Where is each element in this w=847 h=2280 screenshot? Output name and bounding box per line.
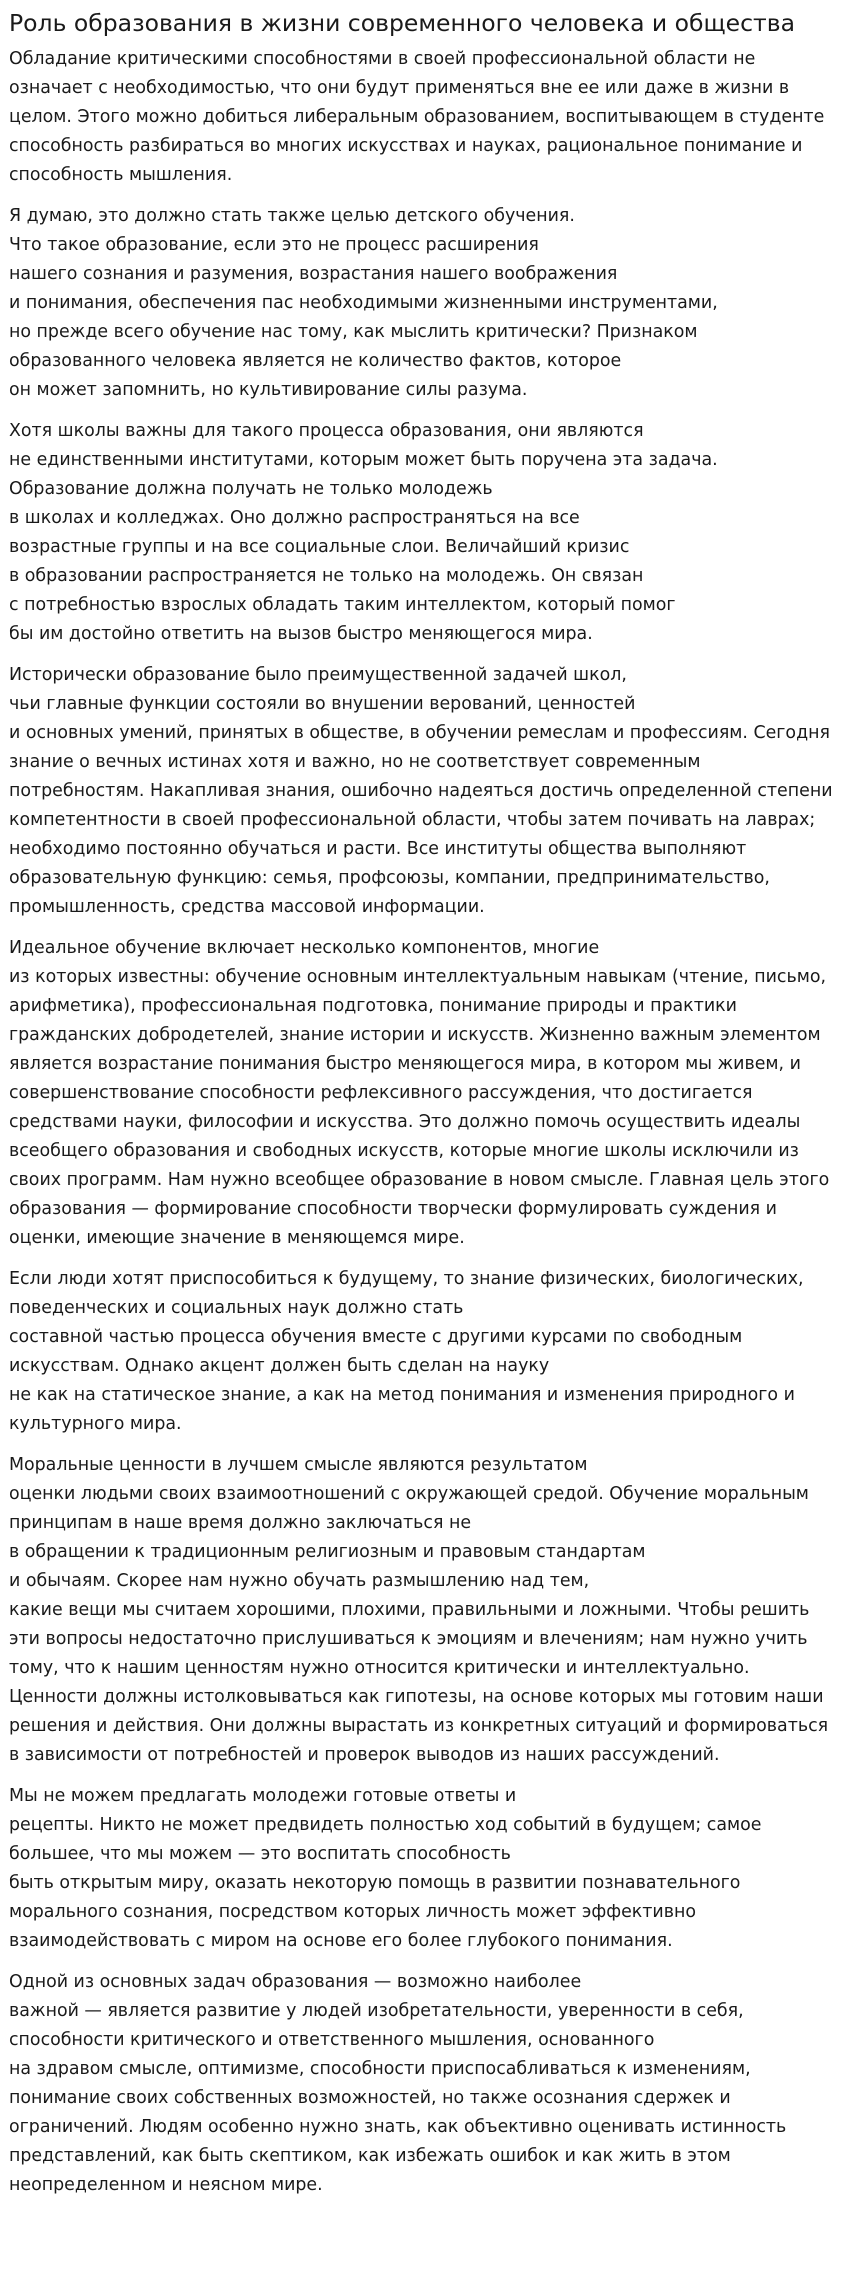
paragraph-2: Я думаю, это должно стать также целью детского обучения. Что такое образование, если это не процесс расширения нашего сознания и разумения, возрастания нашего воображения и понимания, обеспечения пас необходимыми жизненными инструментами, но прежде всего обучение нас тому, как мыслить критически? Признаком образованного человека является не количество фактов, которое он может запомнить, но культивирование силы разума. [9, 206, 718, 400]
paragraph-1: Обладание критическими способностями в своей профессиональной области не означает с необходимостью, что они будут применяться вне ее или даже в жизни в целом. Этого можно добиться либеральным образованием, воспитывающем в студенте способность разбираться во многих искусствах и науках, рациональное понимание и способность мышления. [9, 49, 825, 185]
paragraph-6: Если люди хотят приспособиться к будущему, то знание физических, биологических, поведенческих и социальных наук должно стать составной частью процесса обучения вместе с другими курсами по свободным искусствам. Однако акцент должен быть сделан на науку не как на статическое знание, а как на метод понимания и изменения природного и культурного мира. [9, 1269, 804, 1434]
paragraph-5: Идеальное обучение включает несколько компонентов, многие из которых известны: обучение основным интеллектуальным навыкам (чтение, письмо, арифметика), профессиональная подготовка, понимание природы и практики гражданских добродетелей, знание истории и искусств. Жизненно важным элементом является возрастание понимания быстро меняющегося мира, в котором мы живем, и совершенствование способности рефлексивного рассуждения, что достигается средствами науки, философии и искусства. Это должно помочь осуществить идеалы всеобщего образования и свободных искусств, которые многие школы исключили из своих программ. Нам нужно всеобщее образование в новом смысле. Главная цель этого образования — формирование способности творчески формулировать суждения и оценки, имеющие значение в меняющемся мире. [9, 938, 830, 1248]
paragraph-9: Одной из основных задач образования — возможно наиболее важной — является развитие у людей изобретательности, уверенности в себя, способности критического и ответственного мышления, основанного на здравом смысле, оптимизме, способности приспосабливаться к изменениям, понимание своих собственных возможностей, но также осознания сдержек и ограничений. Людям особенно нужно знать, как объективно оценивать истинность представлений, как быть скептиком, как избежать ошибок и как жить в этом неопределенном и неясном мире. [9, 1972, 787, 2195]
article-body [9, 45, 837, 2200]
paragraph-8: Мы не можем предлагать молодежи готовые ответы и рецепты. Никто не может предвидеть полностью ход событий в будущем; самое большее, что мы можем — это воспитать способность быть открытым миру, оказать некоторую помощь в развитии познавательного морального сознания, посредством которых личность может эффективно взаимодействовать с миром на основе его более глубокого понимания. [9, 1786, 762, 1951]
paragraph-4: Исторически образование было преимущественной задачей школ, чьи главные функции состояли во внушении верований, ценностей и основных умений, принятых в обществе, в обучении ремеслам и профессиям. Сегодня знание о вечных истинах хотя и важно, но не соответствует современным потребностям. Накапливая знания, ошибочно надеяться достичь определенной степени компетентности в своей профессиональной области, чтобы затем почивать на лаврах; необходимо постоянно обучаться и расти. Все институты общества выполняют образовательную функцию: семья, профсоюзы, компании, предпринимательство, промышленность, средства массовой информации. [9, 665, 833, 917]
paragraph-3: Хотя школы важны для такого процесса образования, они являются не единственными институтами, которым может быть поручена эта задача. Образование должна получать не только молодежь в школах и колледжах. Оно должно распространяться на все возрастные группы и на все социальные слои. Величайший кризис в образовании распространяется не только на молодежь. Он связан с потребностью взрослых обладать таким интеллектом, который помог бы им достойно ответить на вызов быстро меняющегося мира. [9, 421, 718, 644]
paragraph-7: Моральные ценности в лучшем смысле являются результатом оценки людьми своих взаимоотношений с окружающей средой. Обучение моральным принципам в наше время должно заключаться не в обращении к традиционным религиозным и правовым стандартам и обычаям. Скорее нам нужно обучать размышлению над тем, какие вещи мы считаем хорошими, плохими, правильными и ложными. Чтобы решить эти вопросы недостаточно прислушиваться к эмоциям и влечениям; нам нужно учить тому, что к нашим ценностям нужно относится критически и интеллектуально. Ценности должны истолковываться как гипотезы, на основе которых мы готовим наши решения и действия. Они должны вырастать из конкретных ситуаций и формироваться в зависимости от потребностей и проверок выводов из наших рассуждений. [9, 1455, 829, 1765]
article-title: Роль образования в жизни современного человека и общества [9, 9, 795, 37]
